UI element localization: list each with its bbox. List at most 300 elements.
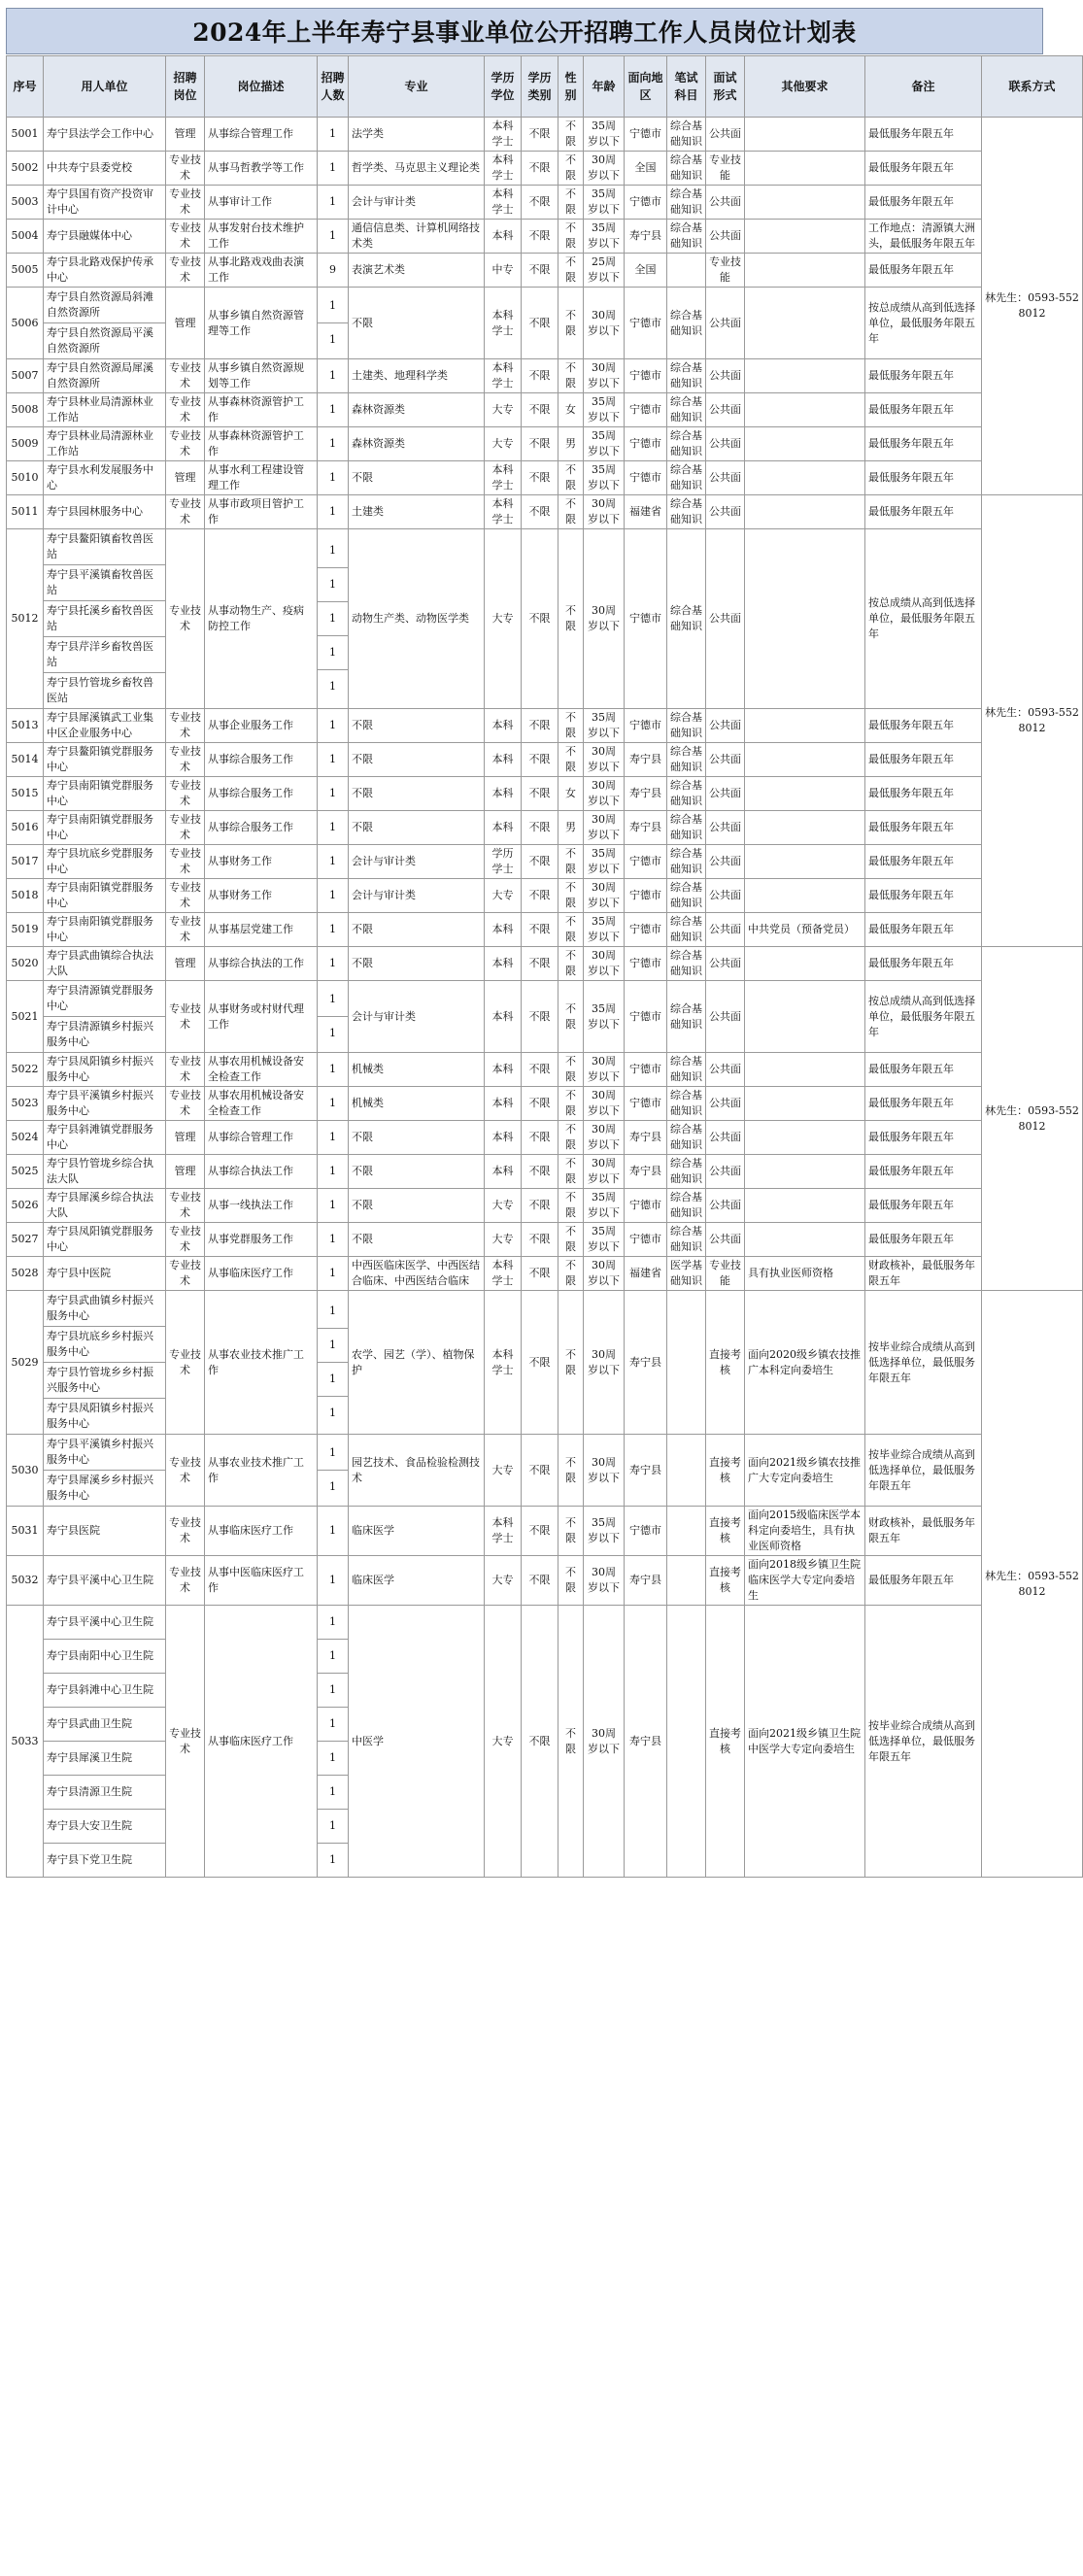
- cell-major: 会计与审计类: [349, 186, 485, 220]
- cell-other: [745, 254, 865, 288]
- cell-major: 机械类: [349, 1087, 485, 1121]
- cell-other: [745, 811, 865, 845]
- cell-type: 不限: [522, 743, 558, 777]
- cell-unit: 寿宁县南阳镇党群服务中心: [44, 879, 166, 913]
- table-row: [7, 1053, 1083, 1087]
- cell-note: 最低服务年限五年: [865, 118, 982, 152]
- cell-desc: 从事综合管理工作: [205, 1121, 318, 1155]
- cell-major: 会计与审计类: [349, 981, 485, 1053]
- table-row: [7, 913, 1083, 947]
- table-row: [7, 1223, 1083, 1257]
- cell-major: 动物生产类、动物医学类: [349, 529, 485, 709]
- page-title: 2024年上半年寿宁县事业单位公开招聘工作人员岗位计划表: [6, 8, 1043, 54]
- contact-cell: 林先生：0593-5528012: [982, 1291, 1083, 1878]
- table-row: [7, 1507, 1083, 1556]
- cell-unit: 寿宁县法学会工作中心: [44, 118, 166, 152]
- cell-post: 专业技术: [166, 529, 205, 709]
- cell-note: 最低服务年限五年: [865, 879, 982, 913]
- cell-region: 寿宁县: [625, 811, 667, 845]
- cell-major: 园艺技术、食品检验检测技术: [349, 1435, 485, 1507]
- cell-num: 1: [318, 1121, 349, 1155]
- cell-interview: 直接考核: [706, 1507, 745, 1556]
- cell-num: 1: [318, 1223, 349, 1257]
- cell-post: 管理: [166, 118, 205, 152]
- cell-note: 最低服务年限五年: [865, 1189, 982, 1223]
- cell-desc: 从事临床医疗工作: [205, 1606, 318, 1878]
- cell-type: 不限: [522, 152, 558, 186]
- cell-region: 福建省: [625, 495, 667, 529]
- column-header: 用人单位: [44, 56, 166, 118]
- cell-post: 专业技术: [166, 913, 205, 947]
- cell-no: 5030: [7, 1435, 44, 1507]
- table-row: [7, 495, 1083, 529]
- cell-desc: 从事审计工作: [205, 186, 318, 220]
- cell-edu: 本科: [485, 1121, 522, 1155]
- cell-note: 财政核补，最低服务年限五年: [865, 1507, 982, 1556]
- cell-edu: 学历学士: [485, 845, 522, 879]
- cell-region: 宁德市: [625, 981, 667, 1053]
- cell-interview: 公共面: [706, 845, 745, 879]
- cell-num: 1: [318, 1257, 349, 1291]
- cell-note: 最低服务年限五年: [865, 186, 982, 220]
- cell-type: 不限: [522, 1087, 558, 1121]
- column-header: 性别: [558, 56, 584, 118]
- cell-other: [745, 1053, 865, 1087]
- cell-region: 宁德市: [625, 186, 667, 220]
- sub-count: 1: [318, 289, 348, 323]
- cell-interview: 公共面: [706, 1121, 745, 1155]
- cell-other: [745, 879, 865, 913]
- cell-desc: 从事水利工程建设管理工作: [205, 461, 318, 495]
- cell-other: 具有执业医师资格: [745, 1257, 865, 1291]
- cell-num: 1: [318, 359, 349, 393]
- table-row: [7, 981, 1083, 1053]
- cell-type: 不限: [522, 427, 558, 461]
- sub-unit: 寿宁县犀溪乡乡村振兴服务中心: [47, 1474, 153, 1502]
- cell-interview: 公共面: [706, 947, 745, 981]
- cell-region: 宁德市: [625, 118, 667, 152]
- cell-desc: 从事乡镇自然资源管理等工作: [205, 288, 318, 359]
- cell-type: 不限: [522, 879, 558, 913]
- cell-other: [745, 1223, 865, 1257]
- cell-note: 财政核补，最低服务年限五年: [865, 1257, 982, 1291]
- cell-other: [745, 1121, 865, 1155]
- cell-type: 不限: [522, 777, 558, 811]
- cell-sex: 不限: [558, 1507, 584, 1556]
- cell-post: 专业技术: [166, 1087, 205, 1121]
- cell-note: 最低服务年限五年: [865, 845, 982, 879]
- cell-major: 不限: [349, 1121, 485, 1155]
- table-row: [7, 709, 1083, 743]
- cell-desc: 从事综合服务工作: [205, 743, 318, 777]
- sub-count: 1: [329, 1027, 336, 1039]
- cell-sex: 不限: [558, 220, 584, 254]
- cell-edu: 大专: [485, 1435, 522, 1507]
- cell-region: 寿宁县: [625, 1121, 667, 1155]
- column-header: 年龄: [584, 56, 625, 118]
- cell-edu: 本科: [485, 1087, 522, 1121]
- cell-unit: [44, 1291, 166, 1435]
- cell-age: 30周岁以下: [584, 1155, 625, 1189]
- sub-unit: 寿宁县平溪中心卫生院: [44, 1606, 165, 1640]
- sub-unit: 寿宁县清源镇党群服务中心: [44, 981, 165, 1017]
- cell-major: 不限: [349, 1189, 485, 1223]
- cell-region: 寿宁县: [625, 1155, 667, 1189]
- cell-edu: 本科: [485, 220, 522, 254]
- cell-interview: 直接考核: [706, 1291, 745, 1435]
- cell-exam: 综合基础知识: [667, 495, 706, 529]
- table-row: [7, 359, 1083, 393]
- sub-unit: 寿宁县下党卫生院: [47, 1853, 132, 1866]
- cell-interview: 专业技能: [706, 254, 745, 288]
- cell-post: 专业技术: [166, 811, 205, 845]
- cell-interview: 公共面: [706, 359, 745, 393]
- cell-unit: [44, 288, 166, 359]
- cell-age: 35周岁以下: [584, 186, 625, 220]
- cell-unit: 寿宁县国有资产投资审计中心: [44, 186, 166, 220]
- cell-region: 宁德市: [625, 1087, 667, 1121]
- cell-type: 不限: [522, 913, 558, 947]
- sub-count: 1: [318, 1437, 348, 1471]
- cell-age: 35周岁以下: [584, 913, 625, 947]
- cell-note: 最低服务年限五年: [865, 152, 982, 186]
- cell-desc: 从事发射台技术维护工作: [205, 220, 318, 254]
- cell-major: 中西医临床医学、中西医结合临床、中西医结合临床: [349, 1257, 485, 1291]
- cell-num: 1: [318, 1053, 349, 1087]
- cell-edu: 本科学士: [485, 1507, 522, 1556]
- cell-note: 最低服务年限五年: [865, 1087, 982, 1121]
- sub-count: 1: [329, 1480, 336, 1493]
- cell-region: 寿宁县: [625, 743, 667, 777]
- cell-note: 按毕业综合成绩从高到低选择单位，最低服务年限五年: [865, 1606, 982, 1878]
- cell-edu: 本科学士: [485, 186, 522, 220]
- table-row: [7, 1291, 1083, 1435]
- cell-other: [745, 186, 865, 220]
- column-header: 学历学位: [485, 56, 522, 118]
- cell-region: 宁德市: [625, 1223, 667, 1257]
- cell-unit: 寿宁县平溪镇乡村振兴服务中心: [44, 1087, 166, 1121]
- cell-interview: 公共面: [706, 288, 745, 359]
- sub-count: 1: [318, 1810, 348, 1844]
- cell-type: 不限: [522, 118, 558, 152]
- cell-age: 30周岁以下: [584, 1606, 625, 1878]
- cell-post: 专业技术: [166, 845, 205, 879]
- cell-major: 通信信息类、计算机网络技术类: [349, 220, 485, 254]
- cell-major: 森林资源类: [349, 427, 485, 461]
- cell-other: 面向2021级乡镇农技推广大专定向委培生: [745, 1435, 865, 1507]
- cell-interview: 公共面: [706, 427, 745, 461]
- cell-no: 5028: [7, 1257, 44, 1291]
- cell-desc: 从事农用机械设备安全检查工作: [205, 1053, 318, 1087]
- cell-sex: 不限: [558, 1087, 584, 1121]
- sub-unit: 寿宁县大安卫生院: [44, 1810, 165, 1844]
- cell-post: 专业技术: [166, 1257, 205, 1291]
- cell-sex: 不限: [558, 529, 584, 709]
- cell-exam: 综合基础知识: [667, 879, 706, 913]
- sub-unit: 寿宁县托溪乡畜牧兽医站: [44, 601, 165, 637]
- table-row: [7, 1189, 1083, 1223]
- cell-region: 宁德市: [625, 359, 667, 393]
- cell-other: [745, 359, 865, 393]
- cell-no: 5016: [7, 811, 44, 845]
- cell-note: 最低服务年限五年: [865, 743, 982, 777]
- cell-interview: 直接考核: [706, 1606, 745, 1878]
- cell-region: 宁德市: [625, 288, 667, 359]
- cell-post: 专业技术: [166, 743, 205, 777]
- cell-exam: 综合基础知识: [667, 743, 706, 777]
- cell-major: 不限: [349, 461, 485, 495]
- cell-desc: 从事一线执法工作: [205, 1189, 318, 1223]
- sub-count: 1: [329, 680, 336, 693]
- cell-num: [318, 1606, 349, 1878]
- cell-type: 不限: [522, 1121, 558, 1155]
- cell-note: 最低服务年限五年: [865, 254, 982, 288]
- cell-unit: 寿宁县平溪中心卫生院: [44, 1556, 166, 1606]
- cell-type: 不限: [522, 981, 558, 1053]
- cell-sex: 女: [558, 393, 584, 427]
- cell-desc: 从事财务工作: [205, 845, 318, 879]
- cell-note: 按毕业综合成绩从高到低选择单位，最低服务年限五年: [865, 1291, 982, 1435]
- cell-note: 最低服务年限五年: [865, 1053, 982, 1087]
- cell-desc: 从事党群服务工作: [205, 1223, 318, 1257]
- cell-edu: 中专: [485, 254, 522, 288]
- cell-age: 30周岁以下: [584, 1556, 625, 1606]
- cell-no: 5013: [7, 709, 44, 743]
- cell-unit: 寿宁县南阳镇党群服务中心: [44, 913, 166, 947]
- cell-sex: 不限: [558, 1189, 584, 1223]
- cell-sex: 不限: [558, 1606, 584, 1878]
- cell-edu: 本科学士: [485, 118, 522, 152]
- cell-edu: 本科: [485, 1053, 522, 1087]
- cell-exam: 综合基础知识: [667, 1087, 706, 1121]
- cell-unit: 寿宁县鳌阳镇党群服务中心: [44, 743, 166, 777]
- cell-edu: 大专: [485, 1189, 522, 1223]
- cell-note: 按毕业综合成绩从高到低选择单位，最低服务年限五年: [865, 1435, 982, 1507]
- cell-edu: 本科学士: [485, 495, 522, 529]
- cell-no: 5012: [7, 529, 44, 709]
- cell-age: 35周岁以下: [584, 427, 625, 461]
- table-row: [7, 1435, 1083, 1507]
- cell-region: 宁德市: [625, 879, 667, 913]
- cell-major: 森林资源类: [349, 393, 485, 427]
- cell-type: 不限: [522, 1556, 558, 1606]
- cell-post: 专业技术: [166, 495, 205, 529]
- cell-age: 30周岁以下: [584, 811, 625, 845]
- cell-edu: 本科学士: [485, 288, 522, 359]
- cell-note: 按总成绩从高到低选择单位，最低服务年限五年: [865, 288, 982, 359]
- cell-type: 不限: [522, 1257, 558, 1291]
- cell-sex: 不限: [558, 461, 584, 495]
- cell-note: 最低服务年限五年: [865, 913, 982, 947]
- cell-exam: [667, 1435, 706, 1507]
- cell-num: 1: [318, 495, 349, 529]
- sub-unit: 寿宁县清源卫生院: [44, 1776, 165, 1810]
- cell-edu: 本科学士: [485, 1291, 522, 1435]
- cell-age: 30周岁以下: [584, 529, 625, 709]
- cell-desc: 从事中医临床医疗工作: [205, 1556, 318, 1606]
- cell-desc: 从事综合服务工作: [205, 811, 318, 845]
- cell-no: 5009: [7, 427, 44, 461]
- cell-no: 5014: [7, 743, 44, 777]
- cell-exam: 综合基础知识: [667, 288, 706, 359]
- cell-region: 寿宁县: [625, 1556, 667, 1606]
- cell-type: 不限: [522, 1606, 558, 1878]
- cell-type: 不限: [522, 288, 558, 359]
- cell-major: 不限: [349, 777, 485, 811]
- cell-exam: 综合基础知识: [667, 152, 706, 186]
- table-row: [7, 461, 1083, 495]
- sub-count: 1: [318, 1742, 348, 1776]
- sub-unit: 寿宁县自然资源局斜滩自然资源所: [44, 288, 165, 323]
- cell-exam: 综合基础知识: [667, 981, 706, 1053]
- cell-major: 会计与审计类: [349, 845, 485, 879]
- cell-no: 5021: [7, 981, 44, 1053]
- table-row: [7, 1556, 1083, 1606]
- cell-desc: 从事临床医疗工作: [205, 1507, 318, 1556]
- cell-type: 不限: [522, 186, 558, 220]
- table-header: [7, 56, 1083, 118]
- column-header: 面向地区: [625, 56, 667, 118]
- sub-count: 1: [318, 1363, 348, 1397]
- table-row: [7, 118, 1083, 152]
- cell-post: 专业技术: [166, 1606, 205, 1878]
- table-row: [7, 845, 1083, 879]
- contact-cell: 林先生：0593-5528012: [982, 118, 1083, 495]
- cell-sex: 不限: [558, 1155, 584, 1189]
- cell-type: 不限: [522, 1435, 558, 1507]
- cell-major: 中医学: [349, 1606, 485, 1878]
- cell-desc: 从事农用机械设备安全检查工作: [205, 1087, 318, 1121]
- cell-edu: 本科: [485, 709, 522, 743]
- cell-exam: 综合基础知识: [667, 1053, 706, 1087]
- cell-major: 哲学类、马克思主义理论类: [349, 152, 485, 186]
- cell-type: 不限: [522, 393, 558, 427]
- cell-sex: 不限: [558, 359, 584, 393]
- cell-other: 面向2021级乡镇卫生院中医学大专定向委培生: [745, 1606, 865, 1878]
- sub-unit: 寿宁县犀溪卫生院: [44, 1742, 165, 1776]
- cell-desc: 从事综合管理工作: [205, 118, 318, 152]
- cell-unit: 寿宁县凤阳镇乡村振兴服务中心: [44, 1053, 166, 1087]
- cell-exam: [667, 1606, 706, 1878]
- cell-region: 寿宁县: [625, 1291, 667, 1435]
- position-plan-table: [6, 55, 1083, 1878]
- cell-exam: 综合基础知识: [667, 777, 706, 811]
- table-row: [7, 1155, 1083, 1189]
- cell-unit: 寿宁县林业局清源林业工作站: [44, 393, 166, 427]
- cell-other: [745, 152, 865, 186]
- cell-age: 30周岁以下: [584, 743, 625, 777]
- table-row: [7, 1087, 1083, 1121]
- cell-note: 最低服务年限五年: [865, 461, 982, 495]
- cell-type: 不限: [522, 529, 558, 709]
- sub-count: 1: [318, 1674, 348, 1708]
- cell-unit: 寿宁县南阳镇党群服务中心: [44, 811, 166, 845]
- sub-count: 1: [318, 568, 348, 602]
- cell-unit: 寿宁县自然资源局犀溪自然资源所: [44, 359, 166, 393]
- cell-other: [745, 220, 865, 254]
- cell-desc: 从事农业技术推广工作: [205, 1291, 318, 1435]
- cell-age: 35周岁以下: [584, 461, 625, 495]
- cell-sex: 男: [558, 427, 584, 461]
- cell-post: 专业技术: [166, 393, 205, 427]
- cell-sex: 不限: [558, 1435, 584, 1507]
- cell-no: 5006: [7, 288, 44, 359]
- cell-interview: 公共面: [706, 879, 745, 913]
- cell-edu: 本科学士: [485, 152, 522, 186]
- cell-region: 寿宁县: [625, 1606, 667, 1878]
- cell-edu: 本科: [485, 913, 522, 947]
- cell-type: 不限: [522, 811, 558, 845]
- cell-no: 5002: [7, 152, 44, 186]
- cell-edu: 大专: [485, 529, 522, 709]
- cell-major: 不限: [349, 1223, 485, 1257]
- cell-no: 5010: [7, 461, 44, 495]
- cell-type: 不限: [522, 254, 558, 288]
- cell-desc: 从事动物生产、疫病防控工作: [205, 529, 318, 709]
- cell-post: 管理: [166, 1121, 205, 1155]
- cell-age: 35周岁以下: [584, 1223, 625, 1257]
- cell-desc: 从事市政项目管护工作: [205, 495, 318, 529]
- cell-post: 管理: [166, 288, 205, 359]
- cell-interview: 公共面: [706, 529, 745, 709]
- cell-sex: 不限: [558, 186, 584, 220]
- cell-exam: 综合基础知识: [667, 186, 706, 220]
- cell-desc: 从事临床医疗工作: [205, 1257, 318, 1291]
- cell-no: 5003: [7, 186, 44, 220]
- cell-sex: 男: [558, 811, 584, 845]
- cell-sex: 不限: [558, 709, 584, 743]
- cell-sex: 不限: [558, 152, 584, 186]
- cell-num: 1: [318, 947, 349, 981]
- cell-major: 农学、园艺（学）、植物保护: [349, 1291, 485, 1435]
- cell-interview: 公共面: [706, 709, 745, 743]
- column-header: 联系方式: [982, 56, 1083, 118]
- cell-note: 最低服务年限五年: [865, 393, 982, 427]
- sub-unit: 寿宁县平溪镇乡村振兴服务中心: [44, 1435, 165, 1471]
- cell-sex: 不限: [558, 913, 584, 947]
- cell-interview: 公共面: [706, 495, 745, 529]
- cell-post: 专业技术: [166, 1189, 205, 1223]
- cell-other: [745, 288, 865, 359]
- column-header: 序号: [7, 56, 44, 118]
- cell-num: 1: [318, 1507, 349, 1556]
- sub-count: 1: [318, 1295, 348, 1329]
- cell-major: 会计与审计类: [349, 879, 485, 913]
- cell-age: 35周岁以下: [584, 709, 625, 743]
- cell-no: 5024: [7, 1121, 44, 1155]
- sub-unit: 寿宁县鳌阳镇畜牧兽医站: [44, 529, 165, 565]
- cell-sex: 不限: [558, 947, 584, 981]
- cell-exam: 综合基础知识: [667, 393, 706, 427]
- cell-other: 面向2018级乡镇卫生院临床医学大专定向委培生: [745, 1556, 865, 1606]
- cell-edu: 大专: [485, 393, 522, 427]
- cell-post: 管理: [166, 461, 205, 495]
- cell-interview: 专业技能: [706, 1257, 745, 1291]
- cell-other: [745, 427, 865, 461]
- column-header: 招聘岗位: [166, 56, 205, 118]
- cell-num: 1: [318, 152, 349, 186]
- cell-edu: 本科: [485, 811, 522, 845]
- table-row: [7, 777, 1083, 811]
- cell-no: 5011: [7, 495, 44, 529]
- cell-exam: 综合基础知识: [667, 845, 706, 879]
- cell-post: 专业技术: [166, 1053, 205, 1087]
- cell-desc: 从事综合执法工作: [205, 1155, 318, 1189]
- cell-interview: 公共面: [706, 777, 745, 811]
- cell-major: 机械类: [349, 1053, 485, 1087]
- cell-major: 临床医学: [349, 1507, 485, 1556]
- cell-interview: 公共面: [706, 393, 745, 427]
